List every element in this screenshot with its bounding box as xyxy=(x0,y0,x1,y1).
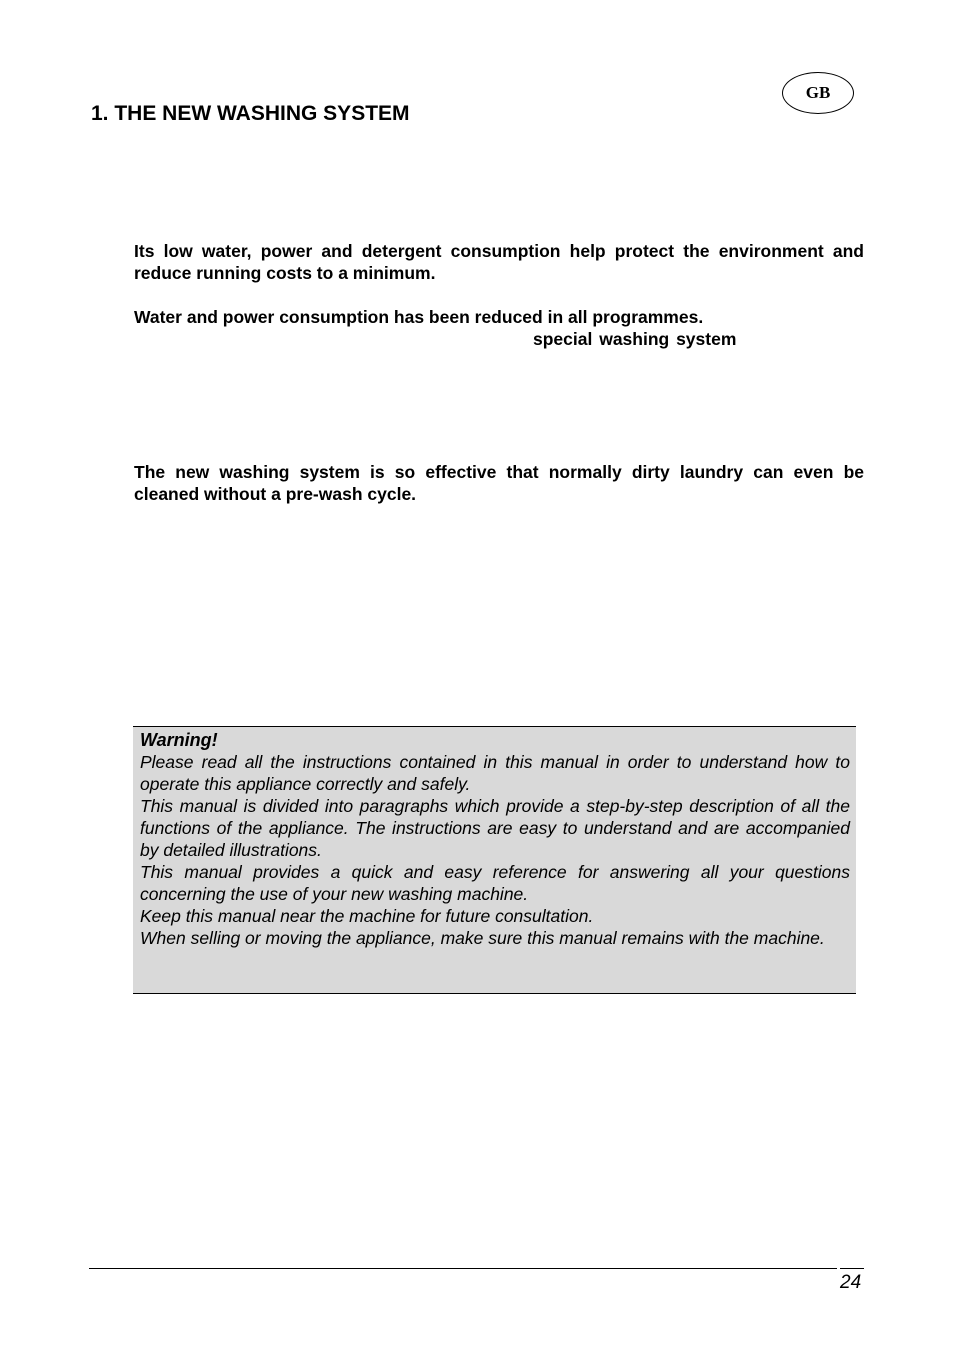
language-code: GB xyxy=(805,83,831,102)
warning-line: This manual is divided into paragraphs which provide a step-by-step description of all the functions of the appliance. The instructions are easy to understand and are accompanied by detailed illustrations. xyxy=(140,796,850,860)
warning-box xyxy=(133,726,856,994)
warning-line: This manual provides a quick and easy reference for answering all your questions concerning the use of your new washing machine. xyxy=(140,862,850,904)
language-badge xyxy=(782,72,854,114)
intro-paragraph: Its low water, power and detergent consumption help protect the environment and reduce running costs to a minimum. xyxy=(134,241,864,283)
page-number: 24 xyxy=(840,1272,862,1293)
warning-line: When selling or moving the appliance, make sure this manual remains with the machine. xyxy=(140,928,825,948)
section-title: 1. THE NEW WASHING SYSTEM xyxy=(91,102,410,125)
warning-line: Please read all the instructions contained in this manual in order to understand how to operate this appliance correctly and safely. xyxy=(140,752,850,794)
consumption-paragraph-fragment: special washing system xyxy=(533,329,737,349)
warning-title: Warning! xyxy=(140,730,218,750)
footer-divider xyxy=(89,1268,837,1269)
effectiveness-paragraph: The new washing system is so effective that normally dirty laundry can even be cleaned without a pre-wash cycle. xyxy=(134,462,864,504)
warning-line: Keep this manual near the machine for future consultation. xyxy=(140,906,594,926)
consumption-paragraph: Water and power consumption has been reduced in all programmes. xyxy=(134,307,704,327)
page-number-divider xyxy=(840,1268,864,1269)
